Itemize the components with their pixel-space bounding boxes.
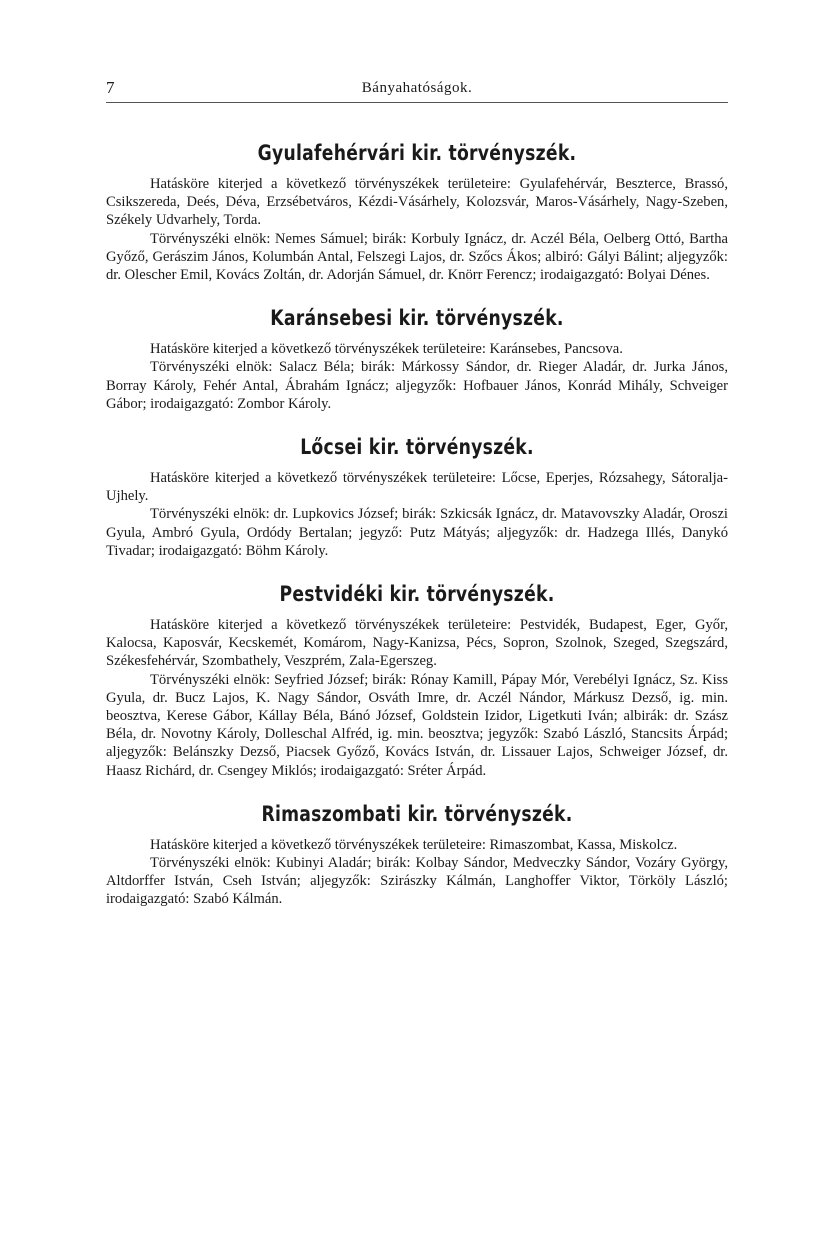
running-header	[106, 72, 728, 103]
staff-paragraph: Törvényszéki elnök: Nemes Sámuel; birák: Korbuly Ignácz, dr. Aczél Béla, Oelberg Ottó, Bartha Győző, Gerászim János, Kolumbán Antal, Felszegi Lajos, dr. Szőcs Ákos; albiró: Gályi Bálint; aljegyzők: dr. Olescher Emil, Kovács Zoltán, dr. Adorján Sámuel, dr. Knörr Ferencz; irodaigazgató: Bolyai Dénes.	[106, 230, 728, 284]
running-title: Bányahatóságok.	[361, 80, 473, 96]
staff-paragraph: Törvényszéki elnök: dr. Lupkovics József; birák: Szkicsák Ignácz, dr. Matavovszky Aladár, Oroszi Gyula, Ambró Gyula, Ordódy Bertalan; jegyző: Putz Mátyás; aljegyzők: dr. Hadzega Illés, Danykó Tivadar; irodaigazgató: Böhm Károly.	[106, 506, 728, 559]
section-title: Gyulafehérvári kir. törvényszék.	[257, 141, 577, 165]
section-locse	[106, 435, 728, 560]
section-title: Karánsebesi kir. törvényszék.	[270, 306, 564, 331]
jurisdiction-paragraph: Hatásköre kiterjed a következő törvényszékek területeire: Lőcse, Eperjes, Rózsahegy, Sátoralja-Ujhely.	[106, 470, 728, 505]
document-page	[106, 72, 728, 931]
section-title: Lőcsei kir. törvényszék.	[300, 435, 534, 460]
jurisdiction-paragraph: Hatásköre kiterjed a következő törvényszékek területeire: Rimaszombat, Kassa, Miskolcz.	[150, 836, 678, 853]
jurisdiction-paragraph: Hatásköre kiterjed a következő törvényszékek területeire: Gyulafehérvár, Beszterce, Brassó, Csikszereda, Deés, Déva, Erzsébetváros, Kézdi-Vásárhely, Kolozsvár, Maros-Vásárhely, Nagy-Szeben, Székely Udvarhely, Torda.	[106, 176, 728, 229]
section-title: Rimaszombati kir. törvényszék.	[261, 801, 573, 826]
section-pestvidek	[106, 582, 728, 780]
section-rimaszombat	[106, 802, 728, 909]
section-karansebes	[106, 306, 728, 413]
staff-paragraph: Törvényszéki elnök: Seyfried József; birák: Rónay Kamill, Pápay Mór, Verebélyi Ignácz, Sz. Kiss Gyula, dr. Bucz Lajos, K. Nagy Sándor, Osváth Imre, dr. Aczél Nándor, Márkusz Dezső, ig. min. beosztva, Kerese Gábor, Kállay Béla, Bánó József, Goldstein Izidor, Ligetkuti Iván; albirák: dr. Szász Béla, dr. Novotny Károly, Dolleschal Alfréd, ig. min. beosztva; jegyzők: Szabó László, Stancsits Árpád; aljegyzők: Belánszky Dezső, Piacsek Győző, Kovács István, dr. Lissauer Lajos, Schweiger József, dr. Haasz Richárd, dr. Csengey Miklós; irodaigazgató: Sréter Árpád.	[106, 671, 728, 779]
section-title: Pestvidéki kir. törvényszék.	[279, 582, 555, 607]
jurisdiction-paragraph: Hatásköre kiterjed a következő törvényszékek területeire: Karánsebes, Pancsova.	[150, 341, 623, 358]
page-number: 7	[106, 78, 115, 97]
section-gyulafehervar	[106, 141, 728, 284]
jurisdiction-paragraph: Hatásköre kiterjed a következő törvényszékek területeire: Pestvidék, Budapest, Eger, Győr, Kalocsa, Kaposvár, Kecskemét, Komárom, Nagy-Kanizsa, Pécs, Sopron, Szolnok, Szeged, Szegszárd, Székesfehérvár, Szombathely, Veszprém, Zala-Egerszeg.	[106, 617, 728, 670]
staff-paragraph: Törvényszéki elnök: Kubinyi Aladár; birák: Kolbay Sándor, Medveczky Sándor, Vozáry György, Altdorffer István, Cseh István; aljegyzők: Szirászky Kálmán, Langhoffer Viktor, Törköly László; irodaigazgató: Szabó Kálmán.	[106, 855, 728, 908]
staff-paragraph: Törvényszéki elnök: Salacz Béla; birák: Márkossy Sándor, dr. Rieger Aladár, dr. Jurka János, Borray Károly, Fehér Antal, Ábrahám Ignácz; aljegyzők: Hofbauer János, Konrád Mihály, Schveiger Gábor; irodaigazgató: Zombor Károly.	[106, 359, 728, 412]
